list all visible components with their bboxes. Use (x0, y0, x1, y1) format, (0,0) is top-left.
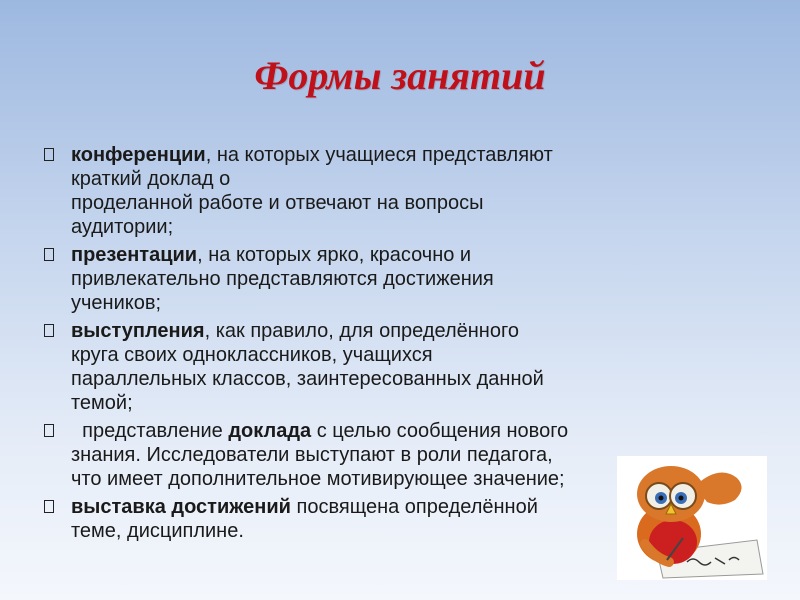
item-text: представление (82, 420, 229, 442)
forms-list (44, 143, 694, 547)
square-bullet-icon (44, 500, 54, 513)
square-bullet-icon (44, 424, 54, 437)
item-term: доклада (228, 420, 312, 442)
square-bullet-icon (44, 248, 54, 261)
list-item (44, 243, 694, 315)
item-text: учеников; (71, 292, 162, 314)
item-text: привлекательно представляются достижения (71, 268, 494, 290)
item-term: презентации (71, 244, 198, 266)
list-item (44, 319, 694, 415)
list-item (44, 143, 694, 239)
item-text: теме, дисциплине. (71, 520, 244, 542)
item-term: выступления (71, 320, 205, 342)
item-text: посвящена определённой (290, 496, 538, 518)
square-bullet-icon (44, 148, 54, 161)
item-text: что имеет дополнительное мотивирующее значение; (71, 468, 565, 490)
item-text: , как правило, для определённого (204, 320, 519, 342)
item-text: знания. Исследователи выступают в роли педагога, (71, 444, 553, 466)
item-text: с целью сообщения нового (311, 420, 569, 442)
item-term: конференции (71, 144, 206, 166)
item-text: темой; (71, 392, 133, 414)
item-text: , на которых ярко, красочно и (197, 244, 472, 266)
item-text: круга своих одноклассников, учащихся (71, 344, 433, 366)
item-text: краткий доклад о (71, 168, 231, 190)
slide-title: Формы занятий (254, 53, 546, 98)
square-bullet-icon (44, 324, 54, 337)
list-item (44, 419, 694, 491)
item-text: параллельных классов, заинтересованных данной (71, 368, 544, 390)
owl-cartoon-icon (617, 456, 767, 580)
item-text: аудитории; (71, 216, 174, 238)
item-text: проделанной работе и отвечают на вопросы (71, 192, 484, 214)
item-text: , на которых учащиеся представляют (205, 144, 553, 166)
item-term: выставка достижений (71, 496, 291, 518)
owl-illustration (617, 456, 767, 580)
list-item (44, 495, 694, 543)
